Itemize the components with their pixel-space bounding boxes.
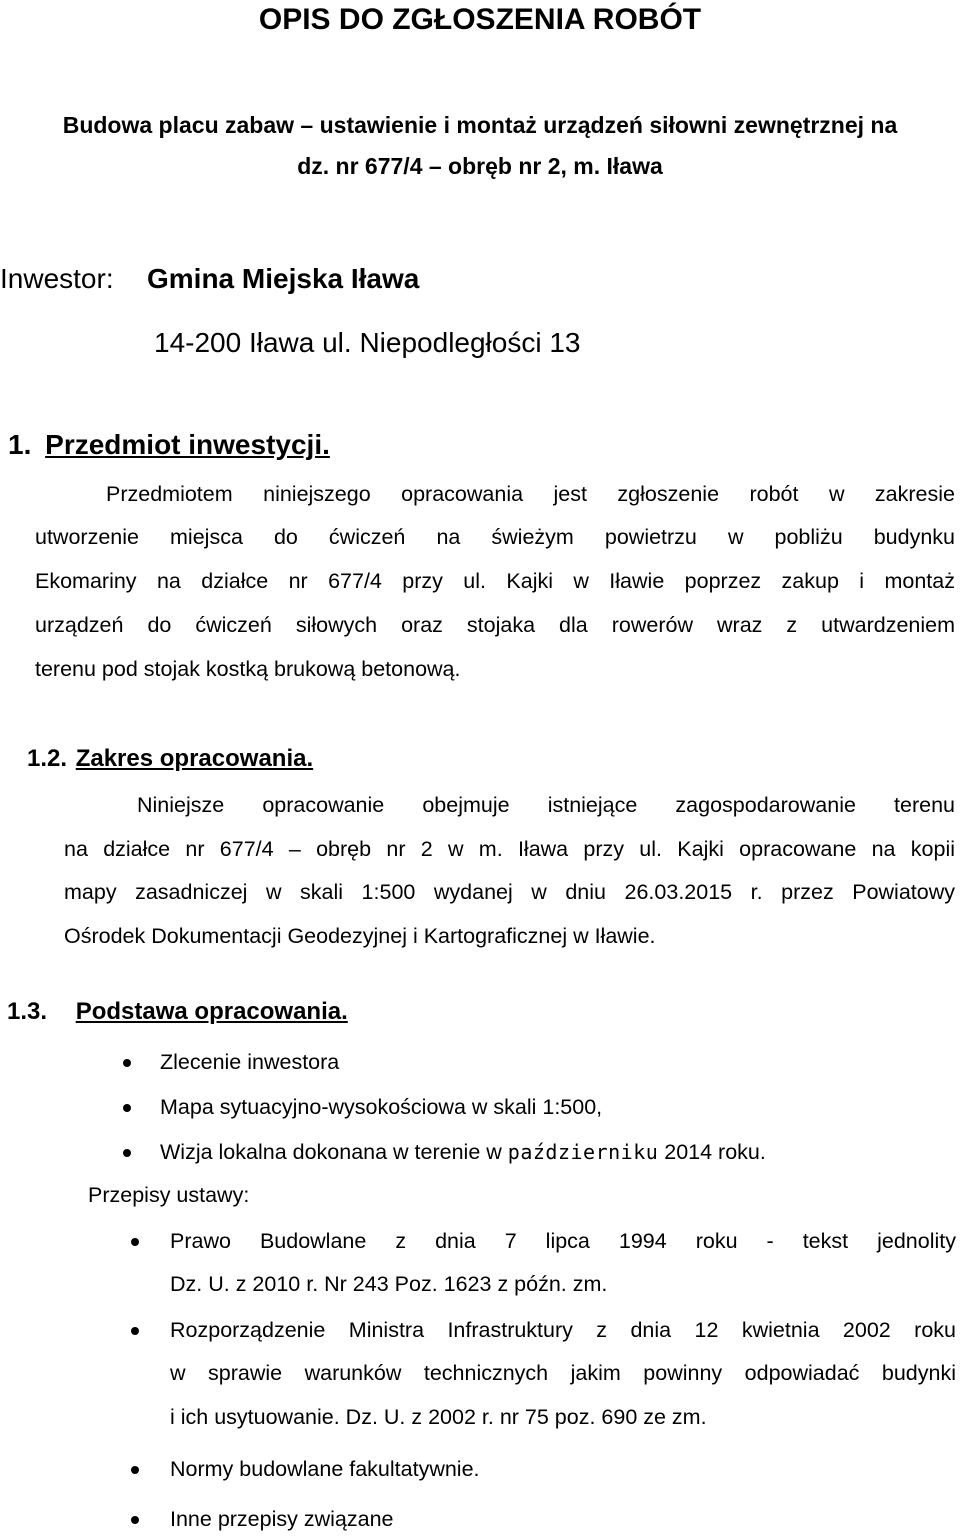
section-1-line-4: urządzeń do ćwiczeń siłowych oraz stojaka dla rowerów wraz z utwardzeniem — [35, 613, 955, 637]
section-1-number: 1. — [8, 429, 32, 460]
bullet-dot — [131, 1327, 139, 1335]
section-1-2-title: Zakres opracowania. — [75, 745, 314, 772]
section-1-heading — [8, 428, 330, 462]
bullet-dot — [131, 1516, 139, 1524]
section-1-2-line-4: Ośrodek Dokumentacji Geodezyjnej i Kartograficznej w Iławie. — [64, 924, 656, 948]
section-1-2-line-2: na działce nr 677/4 – obręb nr 2 w m. Iława przy ul. Kajki opracowane na kopii — [64, 837, 955, 861]
section-1-3-title: Podstawa opracowania. — [75, 998, 348, 1025]
regulation-3: Normy budowlane fakultatywnie. — [170, 1457, 480, 1481]
basis-item-3 — [160, 1138, 766, 1166]
basis-item-1: Zlecenie inwestora — [160, 1050, 340, 1074]
investor-label: Inwestor: — [0, 263, 114, 294]
bullet-dot — [131, 1238, 139, 1246]
basis-item-3-month: październiku — [507, 1140, 659, 1164]
section-1-2-number: 1.2. — [27, 745, 68, 772]
section-1-line-2: utworzenie miejsca do ćwiczeń na świeżym powietrzu w pobliżu budynku — [35, 525, 955, 549]
regulation-1-line-2: Dz. U. z 2010 r. Nr 243 Poz. 1623 z późn. zm. — [170, 1272, 608, 1296]
regulations-label: Przepisy ustawy: — [88, 1183, 250, 1207]
basis-item-3-after: 2014 roku. — [658, 1140, 766, 1164]
bullet-dot — [123, 1104, 131, 1112]
section-1-line-5: terenu pod stojak kostką brukową betonową. — [35, 657, 461, 681]
bullet-dot — [123, 1149, 131, 1157]
section-1-line-3: Ekomariny na działce nr 677/4 przy ul. Kajki w Iławie poprzez zakup i montaż — [35, 569, 955, 593]
section-1-2-heading — [27, 744, 313, 774]
section-1-line-1: Przedmiotem niniejszego opracowania jest zgłoszenie robót w zakresie — [106, 482, 955, 506]
regulation-2-line-1: Rozporządzenie Ministra Infrastruktury z dnia 12 kwietnia 2002 roku — [170, 1318, 956, 1342]
subtitle-line-1: Budowa placu zabaw – ustawienie i montaż urządzeń siłowni zewnętrznej na — [62, 112, 898, 138]
section-1-2-line-3: mapy zasadniczej w skali 1:500 wydanej w dniu 26.03.2015 r. przez Powiatowy — [64, 880, 955, 904]
section-1-2-line-1: Niniejsze opracowanie obejmuje istniejące zagospodarowanie terenu — [137, 793, 955, 817]
section-1-3-number: 1.3. — [7, 998, 48, 1025]
regulation-1-line-1: Prawo Budowlane z dnia 7 lipca 1994 roku - tekst jednolity — [170, 1229, 956, 1253]
regulation-4: Inne przepisy związane — [170, 1507, 394, 1531]
basis-item-2: Mapa sytuacyjno-wysokościowa w skali 1:500, — [160, 1095, 603, 1119]
basis-item-3-before: Wizja lokalna dokonana w terenie w — [160, 1140, 508, 1164]
section-1-title: Przedmiot inwestycji. — [45, 429, 330, 460]
subtitle-line-2: dz. nr 677/4 – obręb nr 2, m. Iława — [297, 153, 663, 179]
regulation-2-line-2: w sprawie warunków technicznych jakim powinny odpowiadać budynki — [170, 1361, 956, 1385]
document-title: OPIS DO ZGŁOSZENIA ROBÓT — [258, 3, 702, 36]
investor-name: Gmina Miejska Iława — [147, 263, 420, 294]
regulation-2-line-3: i ich usytuowanie. Dz. U. z 2002 r. nr 75 poz. 690 ze zm. — [170, 1405, 707, 1429]
bullet-dot — [131, 1466, 139, 1474]
investor-address: 14-200 Iława ul. Niepodległości 13 — [154, 327, 581, 358]
bullet-dot — [123, 1059, 131, 1067]
section-1-3-heading — [7, 997, 348, 1027]
